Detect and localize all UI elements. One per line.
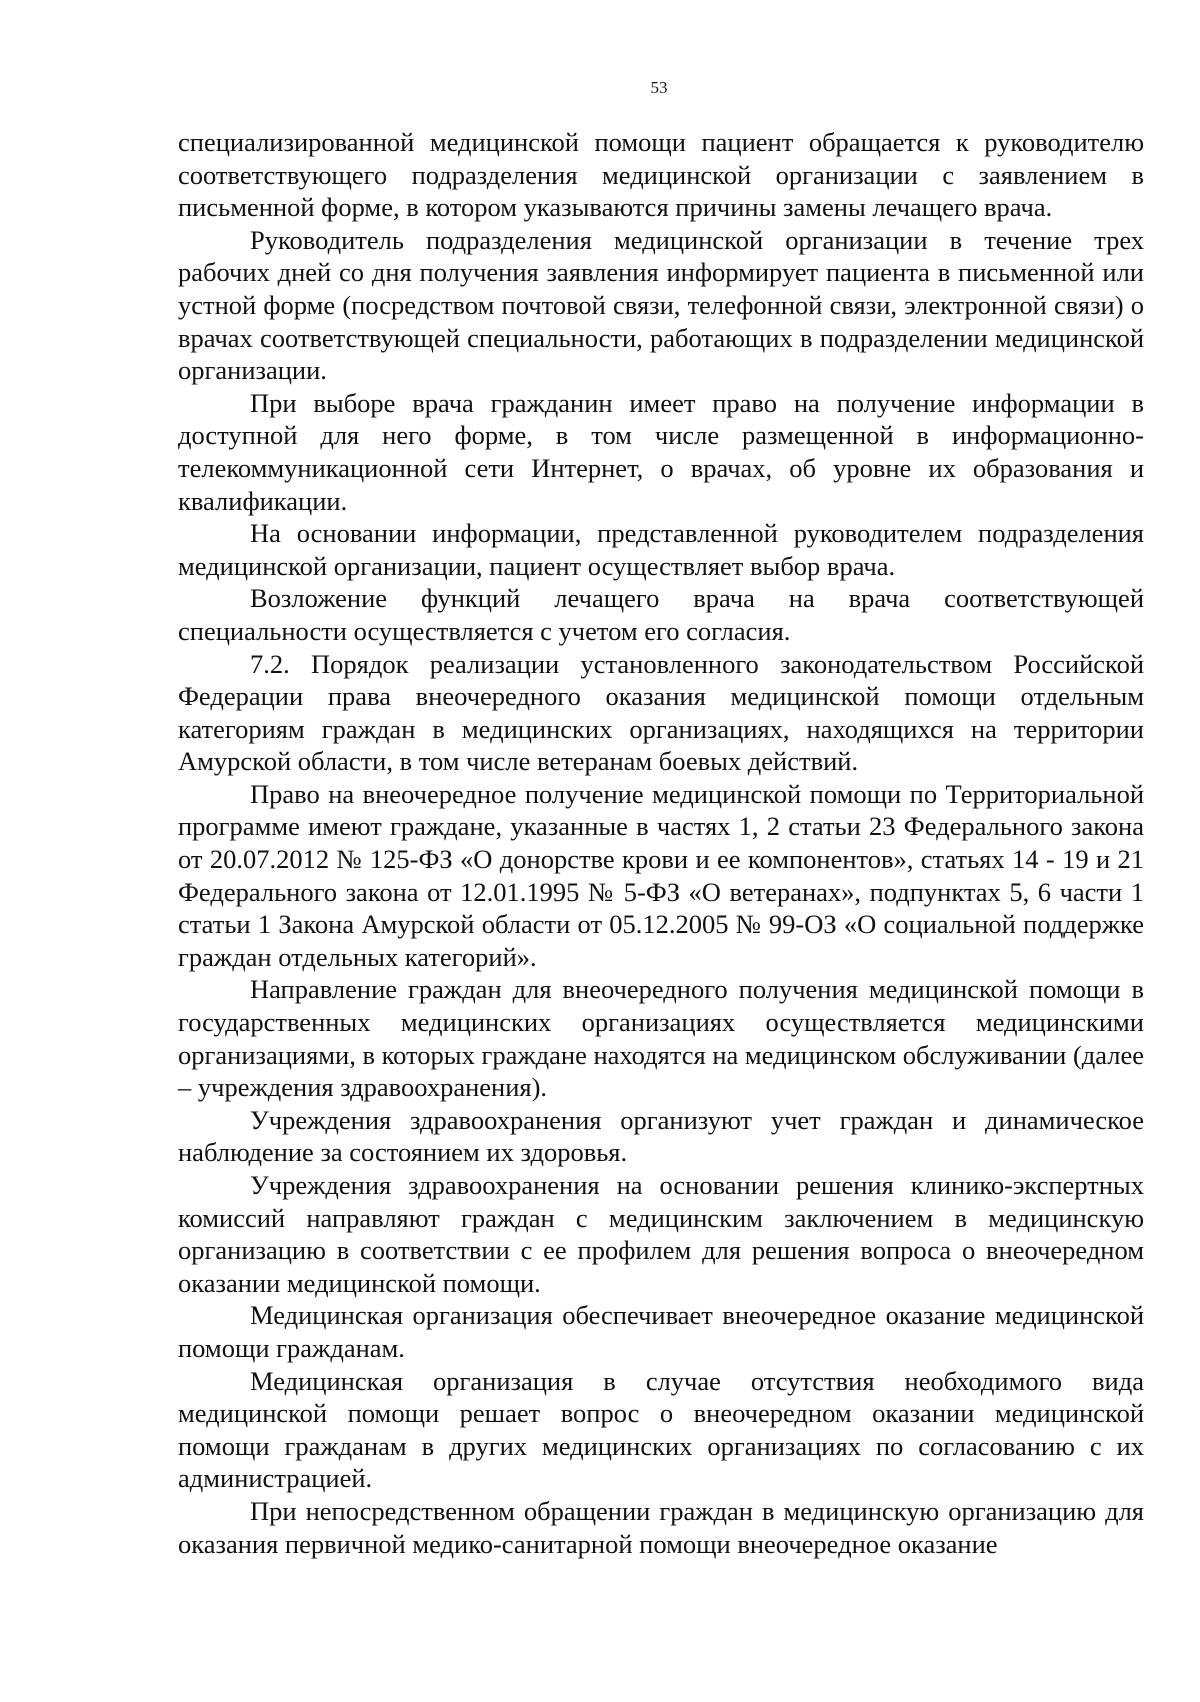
paragraph: Медицинская организация в случае отсутствия необходимого вида медицинской помощи решает вопрос о внеочередном оказании медицинской помощи гражданам в других медицинских организациях по согласованию с их администрацией. — [178, 1365, 1144, 1494]
paragraph: Возложение функций лечащего врача на врача соответствующей специальности осуществляется с учетом его согласия. — [178, 583, 1144, 646]
paragraph: На основании информации, представленной руководителем подразделения медицинской организации, пациент осуществляет выбор врача. — [178, 518, 1144, 581]
paragraph: Учреждения здравоохранения на основании решения клинико-экспертных комиссий направляют граждан с медицинским заключением в медицинскую организацию в соответствии с ее профилем для решения вопроса о внеочередном оказании медицинской помощи. — [178, 1170, 1144, 1298]
paragraph: При выборе врача гражданин имеет право на получение информации в доступной для него форме, в том числе размещенной в информационно-телекоммуникационной сети Интернет, о врачах, об уровне их образования и квалификации. — [178, 387, 1144, 516]
paragraph: Направление граждан для внеочередного получения медицинской помощи в государственных медицинских организациях осуществляется медицинскими организациями, в которых граждане находятся на медицинском обслуживании (далее – учреждения здравоохранения). — [178, 974, 1144, 1103]
paragraph: Руководитель подразделения медицинской организации в течение трех рабочих дней со дня получения заявления информирует пациента в письменной или устной форме (посредством почтовой связи, телефонной связи, электронной связи) о врачах соответствующей специальности, работающих в подразделении медицинской организации. — [178, 224, 1144, 386]
paragraph: Учреждения здравоохранения организуют учет граждан и динамическое наблюдение за состоянием их здоровья. — [178, 1104, 1144, 1168]
paragraph: Право на внеочередное получение медицинской помощи по Территориальной программе имеют граждане, указанные в частях 1, 2 статьи 23 Федерального закона от 20.07.2012 № 125-ФЗ «О донорстве крови и ее компонентов», статьях 14 - 19 и 21 Федерального закона от 12.01.1995 № 5-ФЗ «О ветеранах», подпунктах 5, 6 части 1 статьи 1 Закона Амурской области от 05.12.2005 № 99-ОЗ «О социальной поддержке граждан отдельных категорий». — [178, 778, 1144, 972]
paragraph-continuation: специализированной медицинской помощи пациент обращается к руководителю соответствующего подразделения медицинской организации с заявлением в письменной форме, в котором указываются причины замены лечащего врача. — [178, 127, 1144, 223]
paragraph-last: При непосредственном обращении граждан в медицинскую организацию для оказания первичной медико-санитарной помощи внеочередное оказание — [178, 1495, 1144, 1559]
page-number: 53 — [650, 78, 668, 97]
document-body — [178, 126, 1144, 1560]
section-heading-paragraph: 7.2. Порядок реализации установленного законодательством Российской Федерации права внеочередного оказания медицинской помощи отдельным категориям граждан в медицинских организациях, находящихся на территории Амурской области, в том числе ветеранам боевых действий. — [178, 648, 1144, 777]
paragraph: Медицинская организация обеспечивает внеочередное оказание медицинской помощи гражданам. — [178, 1300, 1144, 1363]
